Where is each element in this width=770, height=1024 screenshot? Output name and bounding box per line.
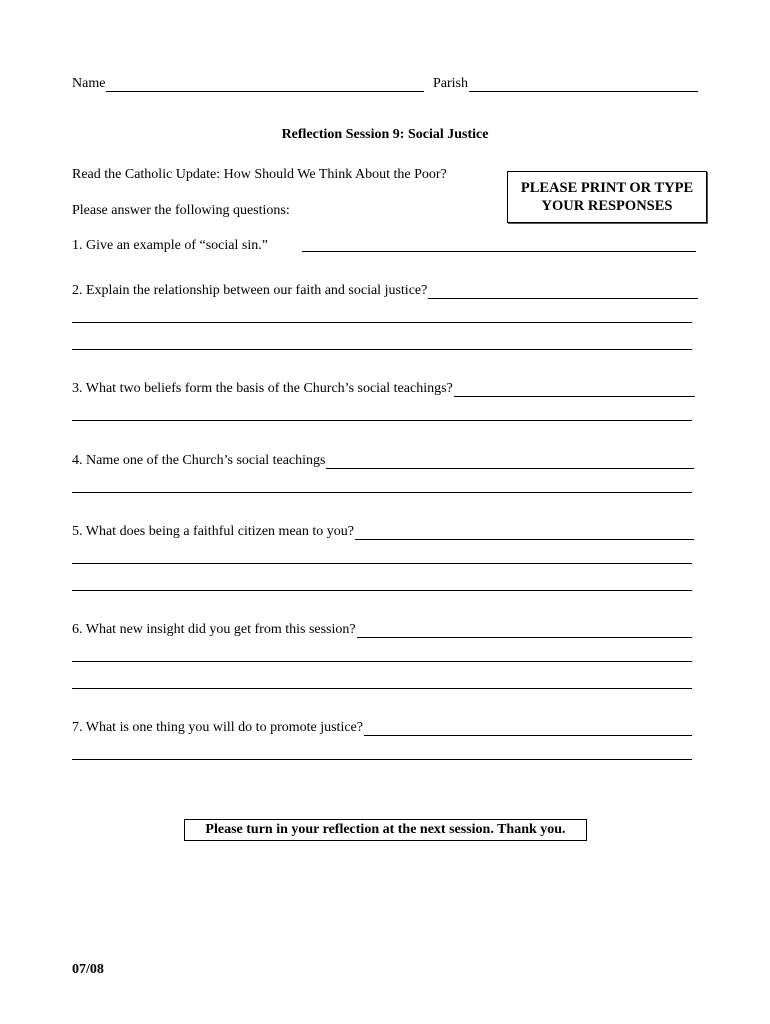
answer-line-1a[interactable] bbox=[302, 251, 696, 252]
answer-line-7a[interactable] bbox=[364, 721, 692, 736]
question-6: 6. What new insight did you get from this session? bbox=[72, 622, 356, 637]
question-5-field[interactable] bbox=[72, 524, 694, 540]
answer-instruction: Please answer the following questions: bbox=[72, 203, 290, 218]
question-4-field[interactable] bbox=[72, 453, 694, 469]
parish-field[interactable] bbox=[433, 76, 698, 92]
answer-line-4b[interactable] bbox=[72, 492, 692, 493]
question-3-field[interactable] bbox=[72, 381, 695, 397]
question-5: 5. What does being a faithful citizen mean to you? bbox=[72, 524, 354, 539]
answer-line-2c[interactable] bbox=[72, 349, 692, 350]
answer-line-3b[interactable] bbox=[72, 420, 692, 421]
answer-line-5c[interactable] bbox=[72, 590, 692, 591]
answer-line-2b[interactable] bbox=[72, 322, 692, 323]
question-2: 2. Explain the relationship between our faith and social justice? bbox=[72, 283, 428, 298]
name-label: Name bbox=[72, 76, 106, 91]
question-1: 1. Give an example of “social sin.” bbox=[72, 238, 268, 253]
name-input-line[interactable] bbox=[106, 77, 424, 92]
answer-line-4a[interactable] bbox=[326, 454, 694, 469]
print-notice-line-1: PLEASE PRINT OR TYPE bbox=[520, 180, 694, 196]
answer-line-5b[interactable] bbox=[72, 563, 692, 564]
parish-label: Parish bbox=[433, 76, 468, 91]
answer-line-2a[interactable] bbox=[428, 284, 698, 299]
answer-line-6c[interactable] bbox=[72, 688, 692, 689]
parish-input-line[interactable] bbox=[469, 77, 698, 92]
question-6-field[interactable] bbox=[72, 622, 692, 638]
page-title: Reflection Session 9: Social Justice bbox=[281, 127, 489, 142]
question-2-field[interactable] bbox=[72, 283, 698, 299]
question-7-field[interactable] bbox=[72, 720, 692, 736]
print-notice-line-2: YOUR RESPONSES bbox=[541, 198, 673, 214]
date-code: 07/08 bbox=[72, 962, 104, 977]
answer-line-3a[interactable] bbox=[454, 382, 695, 397]
question-7: 7. What is one thing you will do to promote justice? bbox=[72, 720, 363, 735]
name-field[interactable] bbox=[72, 76, 424, 92]
print-notice-box bbox=[507, 171, 707, 223]
answer-line-5a[interactable] bbox=[355, 525, 694, 540]
turn-in-notice: Please turn in your reflection at the next session. Thank you. bbox=[184, 819, 587, 841]
read-instruction: Read the Catholic Update: How Should We Think About the Poor? bbox=[72, 167, 447, 182]
answer-line-7b[interactable] bbox=[72, 759, 692, 760]
answer-line-6a[interactable] bbox=[357, 623, 692, 638]
answer-line-6b[interactable] bbox=[72, 661, 692, 662]
question-4: 4. Name one of the Church’s social teachings bbox=[72, 453, 326, 468]
question-3: 3. What two beliefs form the basis of the Church’s social teachings? bbox=[72, 381, 453, 396]
